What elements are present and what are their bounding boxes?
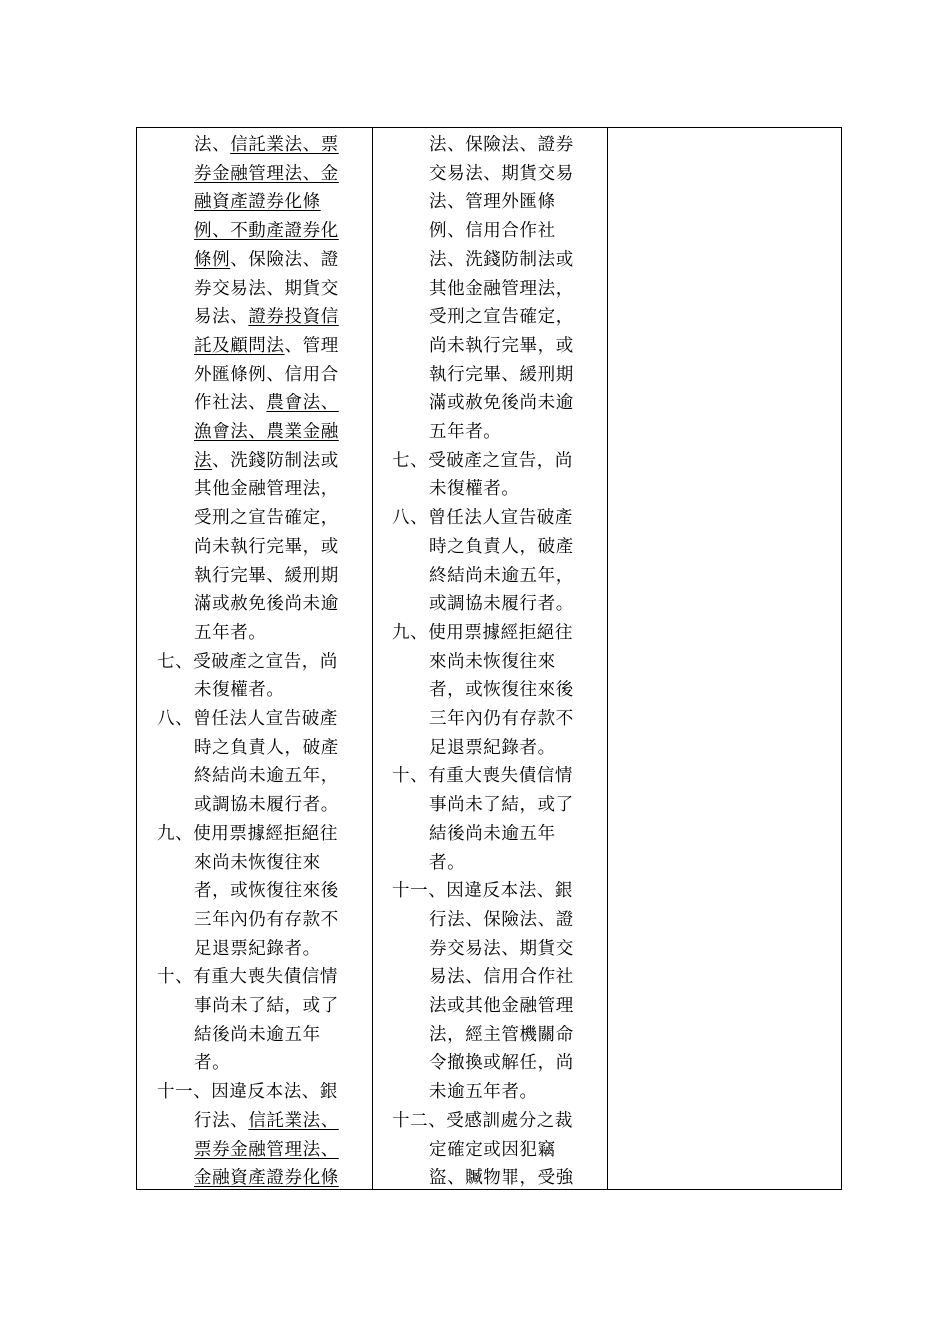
text-line [194, 332, 339, 361]
text-line [194, 562, 339, 591]
text-segment: 結後尚未逾五年 [429, 823, 556, 844]
text-line [429, 361, 574, 390]
text-line [392, 877, 573, 906]
text-line [429, 849, 465, 878]
text-line [392, 504, 573, 533]
text-segment: 外匯條例、信用合 [194, 364, 339, 385]
text-line [157, 963, 338, 992]
text-segment: 或調協未履行者。 [194, 795, 339, 816]
text-segment: 、保險法、證 [230, 249, 339, 270]
text-line [429, 820, 556, 849]
text-segment: 七、受破產之宣告，尚 [392, 450, 573, 471]
text-segment: 者。 [194, 1053, 231, 1074]
text-segment: 尚未執行完畢，或 [429, 335, 574, 356]
text-line [157, 648, 338, 677]
text-line [429, 1078, 538, 1107]
text-segment: 其他金融管理法， [194, 479, 339, 500]
text-line [429, 992, 574, 1021]
text-line [429, 160, 574, 189]
text-segment: 八、曾任法人宣告破產 [157, 709, 338, 729]
text-segment: 時之負責人，破產 [194, 737, 339, 758]
text-segment: 尚未執行完畢，或 [194, 536, 339, 557]
text-segment: 法、洗錢防制法或 [429, 249, 574, 270]
text-line [194, 935, 321, 964]
text-line [429, 188, 556, 217]
text-segment: 足退票紀錄者。 [194, 938, 321, 959]
text-segment: 者，或恢復往來後 [194, 881, 339, 902]
text-line [429, 734, 556, 763]
text-line [429, 275, 574, 304]
text-line [157, 820, 338, 849]
text-line [429, 1021, 574, 1050]
text-line [429, 533, 574, 562]
text-segment: 執行完畢、緩刑期 [429, 364, 574, 385]
text-segment: 來尚未恢復往來 [429, 651, 556, 672]
text-segment: 終結尚未逾五年， [194, 766, 339, 787]
underlined-text: 信託業法、票 [230, 135, 339, 155]
text-line [194, 1021, 321, 1050]
text-line [194, 676, 285, 705]
text-line [429, 1049, 574, 1078]
text-segment: 作社法、 [194, 393, 267, 414]
underlined-text: 漁會法、農業金融 [194, 422, 339, 442]
underlined-text: 融資產證券化條 [194, 192, 321, 213]
text-line [429, 389, 574, 418]
text-line [194, 533, 339, 562]
text-line [194, 303, 339, 332]
text-line [194, 131, 339, 160]
text-line [429, 590, 574, 619]
text-segment: 未逾五年者。 [429, 1082, 538, 1103]
text-segment: 其他金融管理法， [429, 278, 574, 299]
column-divider-2 [607, 128, 608, 1189]
column-divider-1 [372, 128, 373, 1189]
text-line [429, 1136, 556, 1165]
text-line [194, 590, 339, 619]
text-segment: 十一、因違反本法、銀 [157, 1082, 338, 1103]
text-segment: 八、曾任法人宣告破產 [392, 508, 573, 529]
text-line [392, 762, 573, 791]
text-line [429, 648, 556, 677]
underlined-text: 券金融管理法、金 [194, 163, 339, 184]
text-line [429, 303, 574, 332]
text-line [194, 246, 339, 275]
text-segment: 三年內仍有存款不 [194, 909, 339, 930]
text-line [429, 791, 574, 820]
text-segment: 事尚未了結，或了 [194, 996, 339, 1016]
text-segment: 、洗錢防制法或 [212, 450, 339, 471]
text-segment: 盜、贓物罪，受強 [429, 1168, 574, 1189]
text-line [194, 1107, 339, 1136]
text-line [194, 1049, 230, 1078]
text-line [194, 389, 339, 418]
text-line [429, 246, 574, 275]
underlined-text: 金融資產證券化條 [194, 1168, 339, 1189]
text-line [194, 1136, 339, 1165]
underlined-text: 農會法、 [266, 393, 339, 414]
text-segment: 受刑之宣告確定， [429, 307, 574, 328]
text-segment: 易法、信用合作社 [429, 967, 574, 988]
text-line [392, 619, 573, 648]
text-line [429, 906, 574, 935]
text-segment: 法或其他金融管理 [429, 996, 574, 1016]
text-segment: 足退票紀錄者。 [429, 737, 556, 758]
text-line [429, 676, 574, 705]
text-segment: 三年內仍有存款不 [429, 709, 574, 729]
comparison-table [136, 127, 842, 1190]
text-segment: 九、使用票據經拒絕往 [392, 622, 573, 643]
text-segment: 未復權者。 [429, 479, 520, 500]
underlined-text: 法 [194, 450, 213, 471]
text-segment: 執行完畢、緩刑期 [194, 565, 339, 586]
text-line [429, 131, 574, 160]
text-segment: 五年者。 [194, 622, 267, 643]
text-segment: 未復權者。 [194, 680, 285, 701]
text-line [429, 935, 574, 964]
text-segment: 定確定或因犯竊 [429, 1139, 556, 1160]
text-line [194, 849, 321, 878]
text-segment: 或調協未履行者。 [429, 594, 574, 615]
text-segment: 法、 [194, 135, 231, 155]
text-segment: 者，或恢復往來後 [429, 680, 574, 701]
text-segment: 滿或赦免後尚未逾 [194, 594, 339, 615]
text-segment: 時之負責人，破產 [429, 536, 574, 557]
text-line [429, 562, 574, 591]
text-segment: 行法、 [194, 1110, 249, 1131]
text-segment: 七、受破產之宣告，尚 [157, 651, 338, 672]
text-segment: 十一、因違反本法、銀 [392, 881, 573, 902]
text-segment: 券交易法、期貨交 [194, 278, 339, 299]
text-line [194, 275, 339, 304]
underlined-text: 信託業法、 [248, 1110, 339, 1131]
text-line [194, 762, 339, 791]
text-segment: 、管理 [284, 335, 339, 356]
text-segment: 券交易法、期貨交 [429, 938, 574, 959]
text-line [194, 504, 339, 533]
underlined-text: 託及顧問法 [194, 335, 285, 356]
text-segment: 結後尚未逾五年 [194, 1024, 321, 1045]
text-segment: 九、使用票據經拒絕往 [157, 823, 338, 844]
text-segment: 終結尚未逾五年， [429, 565, 574, 586]
text-segment: 事尚未了結，或了 [429, 795, 574, 816]
text-line [194, 160, 339, 189]
text-segment: 五年者。 [429, 422, 502, 442]
text-line [194, 877, 339, 906]
text-line [194, 1164, 339, 1193]
text-segment: 法、保險法、證券 [429, 135, 574, 155]
text-line [194, 475, 339, 504]
text-line [194, 188, 321, 217]
text-line [429, 475, 520, 504]
text-segment: 受刑之宣告確定， [194, 508, 339, 529]
text-line [429, 418, 501, 447]
text-segment: 行法、保險法、證 [429, 909, 574, 930]
text-segment: 易法、 [194, 307, 249, 328]
text-line [194, 217, 339, 246]
text-segment: 十、有重大喪失債信情 [392, 766, 573, 787]
text-segment: 法、管理外匯條 [429, 192, 556, 213]
text-line [429, 963, 574, 992]
text-line [194, 447, 339, 476]
text-segment: 令撤換或解任，尚 [429, 1053, 574, 1074]
text-line [157, 705, 338, 734]
text-line [429, 217, 556, 246]
text-line [429, 1164, 574, 1193]
underlined-text: 票券金融管理法、 [194, 1139, 339, 1160]
text-segment: 法，經主管機關命 [429, 1024, 574, 1045]
text-segment: 滿或赦免後尚未逾 [429, 393, 574, 414]
text-line [429, 332, 574, 361]
text-line [157, 1078, 338, 1107]
text-line [392, 447, 573, 476]
text-line [194, 906, 339, 935]
text-segment: 十二、受感訓處分之裁 [392, 1110, 573, 1131]
text-segment: 十、有重大喪失債信情 [157, 967, 338, 988]
text-line [194, 619, 266, 648]
underlined-text: 證券投資信 [248, 307, 339, 328]
text-line [194, 361, 339, 390]
underlined-text: 條例 [194, 249, 231, 270]
text-segment: 來尚未恢復往來 [194, 852, 321, 873]
text-segment: 交易法、期貨交易 [429, 163, 574, 184]
text-line [429, 705, 574, 734]
text-line [194, 992, 339, 1021]
text-segment: 例、信用合作社 [429, 221, 556, 242]
text-line [194, 418, 339, 447]
text-line [392, 1107, 573, 1136]
underlined-text: 例、不動產證券化 [194, 221, 339, 242]
text-line [194, 734, 339, 763]
text-segment: 者。 [429, 852, 466, 873]
text-line [194, 791, 339, 820]
